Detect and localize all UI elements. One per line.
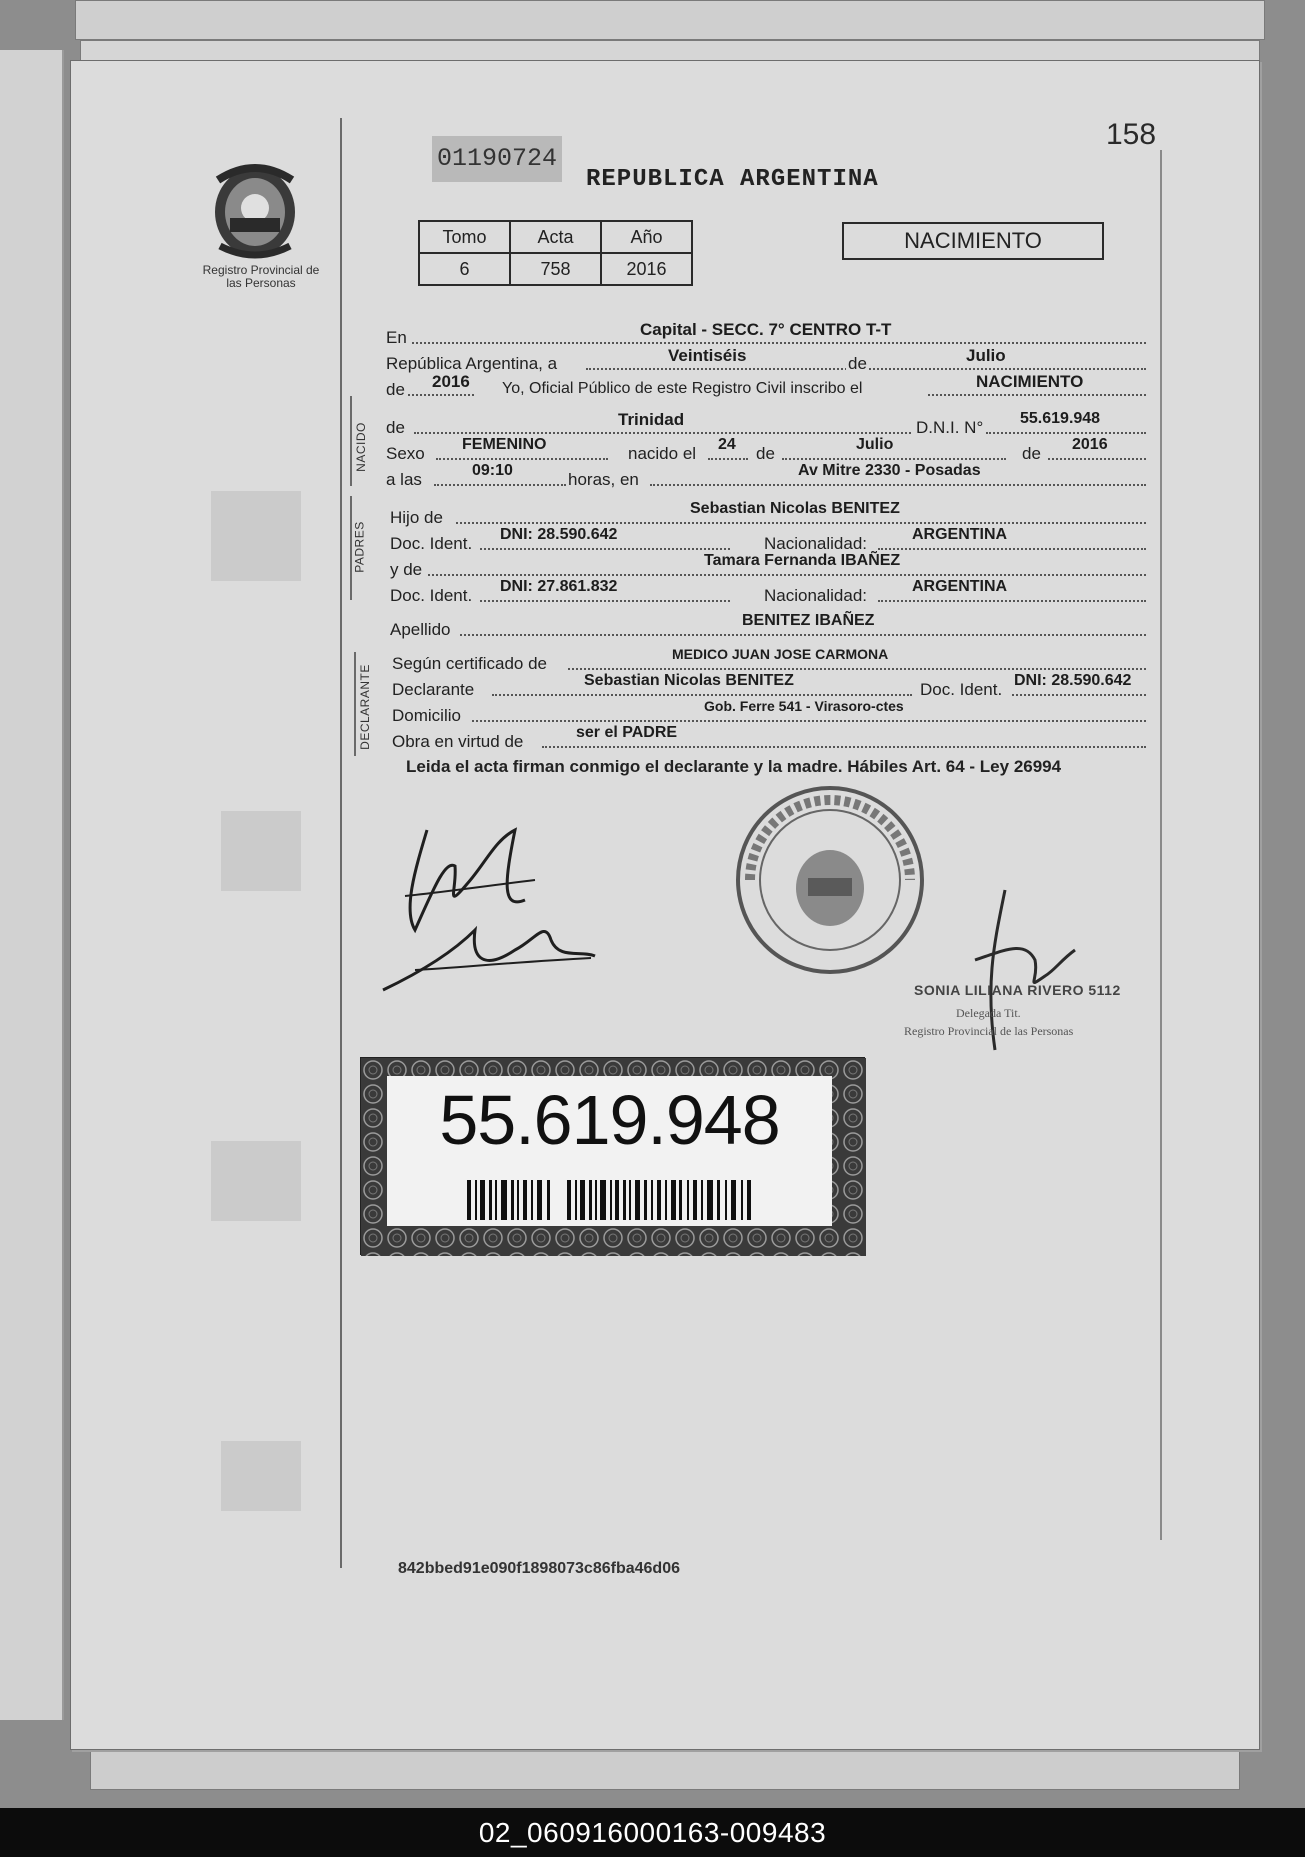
- dotted-line: [542, 746, 1146, 748]
- label-en: En: [386, 328, 407, 347]
- label-hours-in: horas, en: [568, 470, 639, 489]
- register-table: [418, 220, 693, 286]
- label-sex: Sexo: [386, 444, 425, 463]
- officer-role: Delegada Tit.: [956, 1006, 1021, 1020]
- dotted-line: [708, 458, 748, 460]
- label-address: Domicilio: [392, 706, 461, 725]
- serial-number: 01190724: [432, 136, 562, 182]
- dotted-line: [472, 720, 1146, 722]
- value-declarant-doc: DNI: 28.590.642: [1014, 672, 1132, 689]
- row-name: [386, 410, 1146, 436]
- value-first-name: Trinidad: [618, 410, 685, 429]
- value-anio: 2016: [601, 253, 692, 285]
- row-declarant: [392, 672, 1146, 698]
- right-margin-rule: [1160, 150, 1162, 1540]
- header-tomo: Tomo: [419, 221, 510, 253]
- value-father-nationality: ARGENTINA: [912, 526, 1008, 543]
- act-type-box: NACIMIENTO: [842, 222, 1104, 260]
- value-dni: 55.619.948: [1020, 410, 1101, 427]
- value-inscribe: NACIMIENTO: [976, 372, 1084, 391]
- row-inscription: [386, 372, 1146, 398]
- adjacent-page-strip: [0, 50, 64, 1720]
- label-year-de: de: [386, 380, 405, 399]
- label-born-de-2: de: [1022, 444, 1041, 463]
- value-time: 09:10: [472, 462, 513, 479]
- section-rule-declarante: [354, 652, 356, 756]
- label-name-de: de: [386, 418, 405, 437]
- label-declarant-doc: Doc. Ident.: [920, 680, 1003, 699]
- bleed-through-mark: [221, 1441, 301, 1511]
- label-father-doc: Doc. Ident.: [390, 534, 473, 553]
- dotted-line: [460, 634, 1146, 636]
- official-seal-icon: [730, 780, 930, 980]
- value-certificate: MEDICO JUAN JOSE CARMONA: [672, 646, 889, 662]
- row-address: [392, 698, 1146, 724]
- label-father: Hijo de: [390, 508, 443, 527]
- dotted-line: [412, 342, 1146, 344]
- label-born-on: nacido el: [628, 444, 697, 463]
- row-location: [386, 320, 1146, 346]
- officer-office: Registro Provincial de las Personas: [904, 1024, 1074, 1038]
- dotted-line: [986, 432, 1146, 434]
- value-day: Veintiséis: [668, 346, 747, 365]
- registry-label: Registro Provincial de las Personas: [202, 263, 320, 290]
- value-born-year: 2016: [1072, 436, 1108, 453]
- value-father-doc: DNI: 28.590.642: [500, 526, 618, 543]
- province-emblem-icon: [208, 160, 302, 260]
- page-number: 158: [1106, 118, 1157, 151]
- value-declarant: Sebastian Nicolas BENITEZ: [584, 672, 794, 689]
- bleed-through-mark: [211, 491, 301, 581]
- barcode-icon: [467, 1180, 757, 1220]
- closing-note: Leida el acta firman conmigo el declarante y la madre. Hábiles Art. 64 - Ley 26994: [406, 757, 1062, 776]
- dotted-line: [782, 458, 1006, 460]
- value-location: Capital - SECC. 7° CENTRO T-T: [640, 320, 892, 339]
- left-margin-rule: [340, 118, 342, 1568]
- value-mother-nationality: ARGENTINA: [912, 578, 1008, 595]
- label-mother: y de: [390, 560, 423, 579]
- barcode-number: 55.619.948: [439, 1081, 780, 1159]
- bleed-through-mark: [221, 811, 301, 891]
- label-father-nationality: Nacionalidad:: [764, 534, 868, 553]
- value-month: Julio: [966, 346, 1006, 365]
- value-capacity: ser el PADRE: [576, 724, 678, 741]
- register-table-header: [419, 221, 692, 253]
- declarant-signature-icon: [375, 800, 605, 1010]
- row-time-place: [386, 462, 1146, 488]
- value-acta: 758: [510, 253, 601, 285]
- header-anio: Año: [601, 221, 692, 253]
- label-official-text: Yo, Oficial Público de este Registro Civil inscribo el: [502, 380, 863, 397]
- value-surname: BENITEZ IBAÑEZ: [742, 612, 875, 629]
- bleed-through-mark: [211, 1141, 301, 1221]
- value-address: Gob. Ferre 541 - Virasoro-ctes: [704, 698, 904, 714]
- row-surname: [390, 612, 1146, 638]
- section-label-born: NACIDO: [353, 422, 368, 472]
- dotted-line: [456, 522, 1146, 524]
- dotted-line: [414, 432, 934, 434]
- row-certificate: [392, 646, 1146, 672]
- value-mother-doc: DNI: 27.861.832: [500, 578, 618, 595]
- section-rule-padres: [350, 496, 352, 600]
- label-surname: Apellido: [390, 620, 451, 639]
- header-acta: Acta: [510, 221, 601, 253]
- value-father: Sebastian Nicolas BENITEZ: [690, 500, 900, 517]
- officer-name: SONIA LILIANA RIVERO 5112: [914, 982, 1121, 998]
- section-rule-nacido: [350, 396, 352, 486]
- label-time: a las: [386, 470, 422, 489]
- document-hash: 842bbed91e090f1898073c86fba46d06: [398, 1560, 680, 1577]
- value-tomo: 6: [419, 253, 510, 285]
- barcode-sticker: [360, 1057, 865, 1255]
- dotted-line: [492, 694, 912, 696]
- dotted-line: [878, 548, 1146, 550]
- dotted-line: [408, 394, 474, 396]
- row-mother: [390, 552, 1146, 578]
- label-de: de: [848, 354, 867, 373]
- dotted-line: [928, 394, 1146, 396]
- value-born-month: Julio: [856, 436, 894, 453]
- value-mother: Tamara Fernanda IBAÑEZ: [704, 552, 901, 569]
- dotted-line: [434, 484, 566, 486]
- section-label-parents: PADRES: [352, 521, 367, 573]
- row-mother-id: [390, 578, 1146, 604]
- row-date: [386, 346, 1146, 372]
- value-sex: FEMENINO: [462, 436, 547, 453]
- barcode-label: [387, 1076, 832, 1226]
- row-capacity: [392, 724, 1146, 750]
- label-mother-nationality: Nacionalidad:: [764, 586, 868, 605]
- dotted-line: [1012, 694, 1146, 696]
- label-certificate: Según certificado de: [392, 654, 547, 673]
- label-mother-doc: Doc. Ident.: [390, 586, 473, 605]
- register-table-values: [419, 253, 692, 285]
- label-capacity: Obra en virtud de: [392, 732, 524, 751]
- document-title: REPUBLICA ARGENTINA: [586, 166, 879, 193]
- dotted-line: [480, 548, 730, 550]
- scan-file-id: 02_060916000163-009483: [478, 1816, 827, 1848]
- row-father-id: [390, 526, 1146, 552]
- row-sex-birthdate: [386, 436, 1146, 462]
- label-declarant: Declarante: [392, 680, 475, 699]
- dotted-line: [1048, 458, 1146, 460]
- dotted-line: [480, 600, 730, 602]
- sheet-behind-top: [75, 0, 1265, 40]
- label-republica: República Argentina, a: [386, 354, 558, 373]
- dotted-line: [428, 574, 1146, 576]
- label-born-de: de: [756, 444, 775, 463]
- label-dni: D.N.I. N°: [912, 418, 987, 438]
- dotted-line: [568, 668, 1146, 670]
- dotted-line: [878, 600, 1146, 602]
- value-birth-place: Av Mitre 2330 - Posadas: [798, 462, 981, 479]
- value-born-day: 24: [718, 436, 736, 453]
- row-father: [390, 500, 1146, 526]
- dotted-line: [650, 484, 1146, 486]
- section-label-declarant: DECLARANTE: [357, 664, 372, 750]
- scan-footer-bar: [0, 1808, 1305, 1857]
- value-year: 2016: [432, 372, 470, 391]
- dotted-line: [436, 458, 608, 460]
